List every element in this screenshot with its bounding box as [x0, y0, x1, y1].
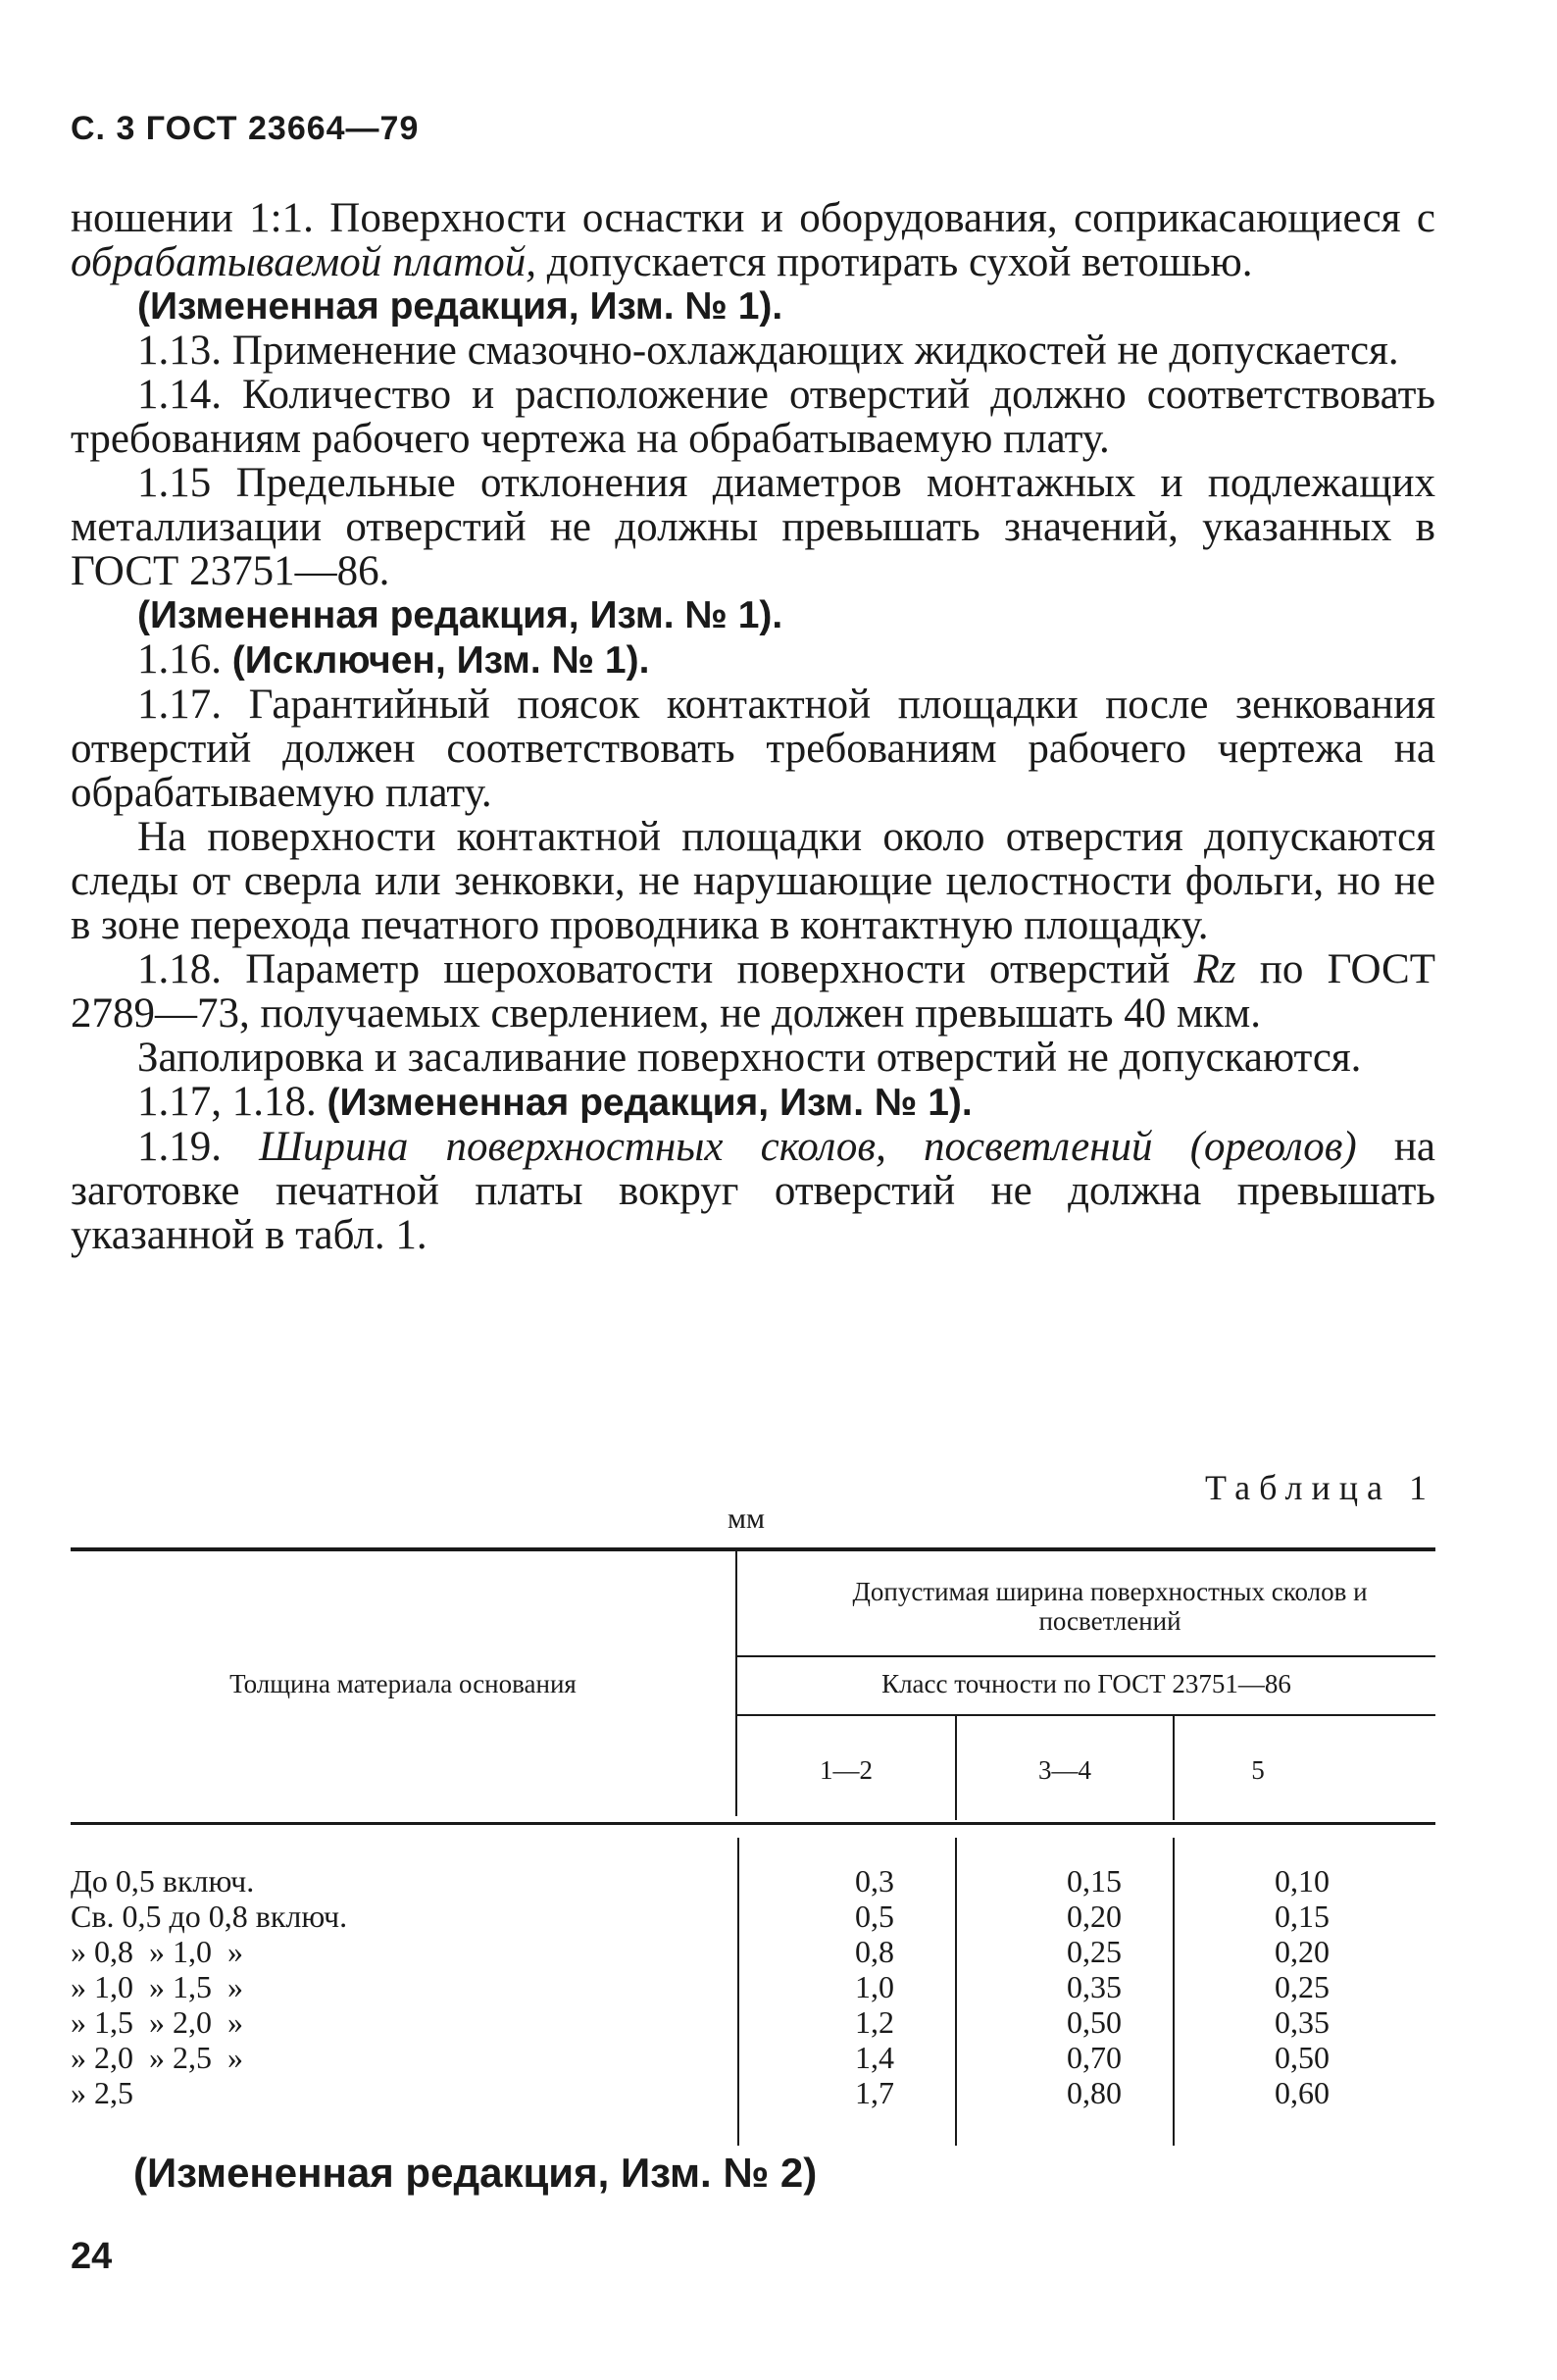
table-rule: [737, 1655, 1435, 1657]
col-header-class: Класс точности по ГОСТ 23751—86: [881, 1669, 1291, 1698]
table-cell: 0,50: [1275, 2040, 1330, 2075]
clause-1-16: 1.16. (Исключен, Изм. № 1).: [137, 636, 650, 683]
table-unit: мм: [728, 1502, 765, 1535]
body-text: [71, 196, 1435, 1257]
table-cell: 0,60: [1275, 2075, 1330, 2110]
clause-1-13: 1.13. Применение смазочно-охлаждающих жидкостей не допускается.: [137, 328, 1399, 374]
table-cell: 0,80: [1067, 2075, 1122, 2110]
page-header: С. 3 ГОСТ 23664—79: [71, 110, 420, 147]
table-rule: [737, 1714, 1435, 1716]
table-cell: 0,35: [1275, 2004, 1330, 2040]
table-vrule: [1173, 1838, 1175, 2146]
table-cell: » 2,0 » 2,5 »: [71, 2040, 243, 2075]
edit-note: (Измененная редакция, Изм. № 1).: [137, 594, 783, 636]
table-cell: 1,4: [855, 2040, 894, 2075]
clause-1-18: 1.18. Параметр шероховатости поверхности отверстий Rz по ГОСТ 2789—73, получаемых сверлением, не должен превышать 40 мкм.: [71, 946, 1435, 1037]
table-cell: Св. 0,5 до 0,8 включ.: [71, 1899, 348, 1934]
clause-1-18-cont: Заполировка и засаливание поверхности отверстий не допускаются.: [137, 1035, 1362, 1081]
table-vrule: [737, 1838, 739, 2146]
column-class-3-4: [1035, 1863, 1153, 2110]
table-cell: 0,25: [1067, 1934, 1122, 1969]
clause-1-17-cont: На поверхности контактной площадки около отверстия допускаются следы от сверла или зенковки, не нарушающие целостности фольги, но не в зоне перехода печатного проводника в контактную площадку.: [71, 814, 1435, 948]
table-title: Таблица 1: [1205, 1468, 1435, 1507]
class-header: 5: [1251, 1755, 1265, 1785]
table-cell: 0,35: [1067, 1969, 1122, 2004]
column-class-1-2: [816, 1863, 933, 2110]
table-cell: 0,70: [1067, 2040, 1122, 2075]
col-header-group: Допустимая ширина поверхностных сколов и посветлений: [852, 1577, 1368, 1636]
paragraph: ношении 1:1. Поверхности оснастки и оборудования, соприкасающиеся с обрабатываемой платой, допускается протирать сухой ветошью.: [71, 195, 1435, 285]
column-thickness: [71, 1863, 718, 2110]
column-class-5: [1243, 1863, 1361, 2110]
class-header: 3—4: [1038, 1755, 1091, 1785]
table-cell: » 0,8 » 1,0 »: [71, 1934, 243, 1969]
table-cell: 0,8: [855, 1934, 894, 1969]
table-cell: 1,0: [855, 1969, 894, 2004]
clause-1-14: 1.14. Количество и расположение отверстий должно соответствовать требованиям рабочего чертежа на обрабатываемую плату.: [71, 372, 1435, 462]
page-number: 24: [71, 2236, 113, 2277]
table-cell: 0,20: [1275, 1934, 1330, 1969]
clause-1-17: 1.17. Гарантийный поясок контактной площадки после зенкования отверстий должен соответствовать требованиям рабочего чертежа на обрабатываемую плату.: [71, 682, 1435, 816]
table: [71, 1547, 1435, 2146]
table-cell: 0,50: [1067, 2004, 1122, 2040]
table-cell: 0,20: [1067, 1899, 1122, 1934]
table-cell: » 1,5 » 2,0 »: [71, 2004, 243, 2040]
class-header: 1—2: [820, 1755, 873, 1785]
table-header-rule: [71, 1822, 1435, 1825]
table-cell: » 2,5: [71, 2075, 133, 2110]
clause-1-19: 1.19. Ширина поверхностных сколов, посветлений (ореолов) на заготовке печатной платы вокруг отверстий не должна превышать указанной в табл. 1.: [71, 1124, 1436, 1258]
table-cell: » 1,0 » 1,5 »: [71, 1969, 243, 2004]
table-cell: 0,25: [1275, 1969, 1330, 2004]
table-cell: 0,3: [855, 1863, 894, 1899]
table-cell: 0,15: [1067, 1863, 1122, 1899]
table-vrule: [955, 1838, 957, 2146]
table-cell: 0,15: [1275, 1899, 1330, 1934]
table-cell: 0,10: [1275, 1863, 1330, 1899]
edit-note-1718: 1.17, 1.18. (Измененная редакция, Изм. № 1).: [137, 1079, 973, 1125]
edit-note-footer: (Измененная редакция, Изм. № 2): [133, 2150, 818, 2196]
table-cell: 1,7: [855, 2075, 894, 2110]
edit-note: (Измененная редакция, Изм. № 1).: [137, 285, 783, 328]
clause-1-15: 1.15 Предельные отклонения диаметров монтажных и подлежащих металлизации отверстий не должны превышать значений, указанных в ГОСТ 23751—86.: [71, 460, 1435, 594]
table-cell: 1,2: [855, 2004, 894, 2040]
col-header-thickness: Толщина материала основания: [229, 1669, 577, 1698]
table-cell: 0,5: [855, 1899, 894, 1934]
table-cell: До 0,5 включ.: [71, 1863, 255, 1899]
table-top-rule: [71, 1547, 1435, 1551]
